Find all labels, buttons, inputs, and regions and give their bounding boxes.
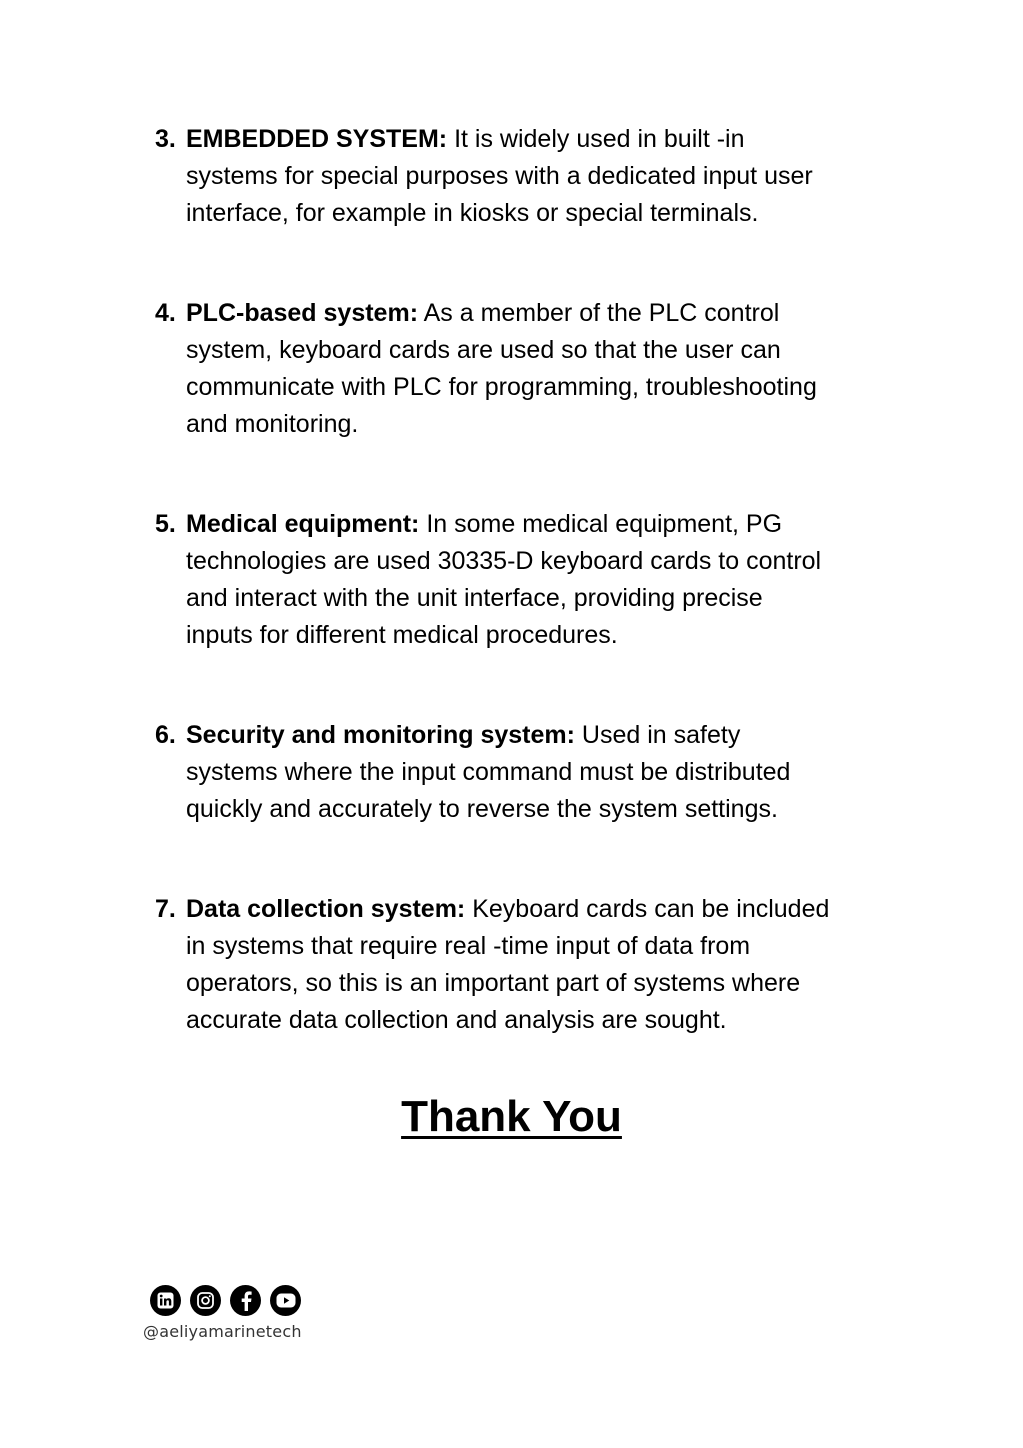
text-line: technologies are used 30335-D keyboard cards to control — [186, 547, 822, 575]
list-number: 5. — [155, 510, 176, 538]
list-item — [155, 295, 915, 443]
text-line — [186, 891, 915, 928]
facebook-icon[interactable] — [230, 1285, 261, 1316]
list-term: Data collection system: — [186, 895, 466, 923]
text-line: and monitoring. — [186, 410, 359, 438]
instagram-icon[interactable] — [190, 1285, 221, 1316]
text-line: and interact with the unit interface, providing precise — [186, 584, 763, 612]
text-line: system, keyboard cards are used so that the user can — [186, 336, 781, 364]
list-item — [155, 121, 915, 232]
text-line: systems where the input command must be distributed — [186, 758, 791, 786]
text-line: accurate data collection and analysis are sought. — [186, 1006, 727, 1034]
social-icons — [150, 1285, 302, 1316]
list-text — [186, 295, 915, 443]
text-line: operators, so this is an important part of systems where — [186, 969, 801, 997]
social-footer — [143, 1285, 302, 1341]
line-text: It is widely used in built -in — [447, 125, 745, 153]
text-line — [186, 295, 915, 332]
text-line: communicate with PLC for programming, troubleshooting — [186, 373, 817, 401]
list-text — [186, 891, 915, 1039]
line-text: As a member of the PLC control — [418, 299, 780, 327]
list-term: Medical equipment: — [186, 510, 420, 538]
list-text — [186, 506, 915, 654]
list-number: 3. — [155, 125, 176, 153]
closing-heading — [0, 1090, 1023, 1144]
list-item — [155, 717, 915, 828]
list-item — [155, 506, 915, 654]
numbered-list — [155, 121, 915, 1039]
text-line: systems for special purposes with a dedicated input user — [186, 162, 813, 190]
text-line: interface, for example in kiosks or special terminals. — [186, 199, 759, 227]
text-line: quickly and accurately to reverse the system settings. — [186, 795, 778, 823]
text-line: in systems that require real -time input of data from — [186, 932, 751, 960]
line-text: Used in safety — [574, 721, 741, 749]
list-term: Security and monitoring system: — [186, 721, 575, 749]
line-text: Keyboard cards can be included — [465, 895, 830, 923]
text-line — [186, 121, 915, 158]
text-line — [186, 717, 915, 754]
text-line: inputs for different medical procedures. — [186, 621, 618, 649]
list-number: 4. — [155, 299, 176, 327]
list-text — [186, 121, 915, 232]
list-number: 6. — [155, 721, 176, 749]
social-handle[interactable]: @aeliyamarinetech — [143, 1322, 302, 1341]
closing-text: Thank You — [401, 1092, 622, 1141]
list-item — [155, 891, 915, 1039]
youtube-icon[interactable] — [270, 1285, 301, 1316]
linkedin-icon[interactable] — [150, 1285, 181, 1316]
list-text — [186, 717, 915, 828]
text-line — [186, 506, 915, 543]
list-term: PLC-based system: — [186, 299, 419, 327]
list-number: 7. — [155, 895, 176, 923]
line-text: In some medical equipment, PG — [419, 510, 783, 538]
list-term: EMBEDDED SYSTEM: — [186, 125, 448, 153]
